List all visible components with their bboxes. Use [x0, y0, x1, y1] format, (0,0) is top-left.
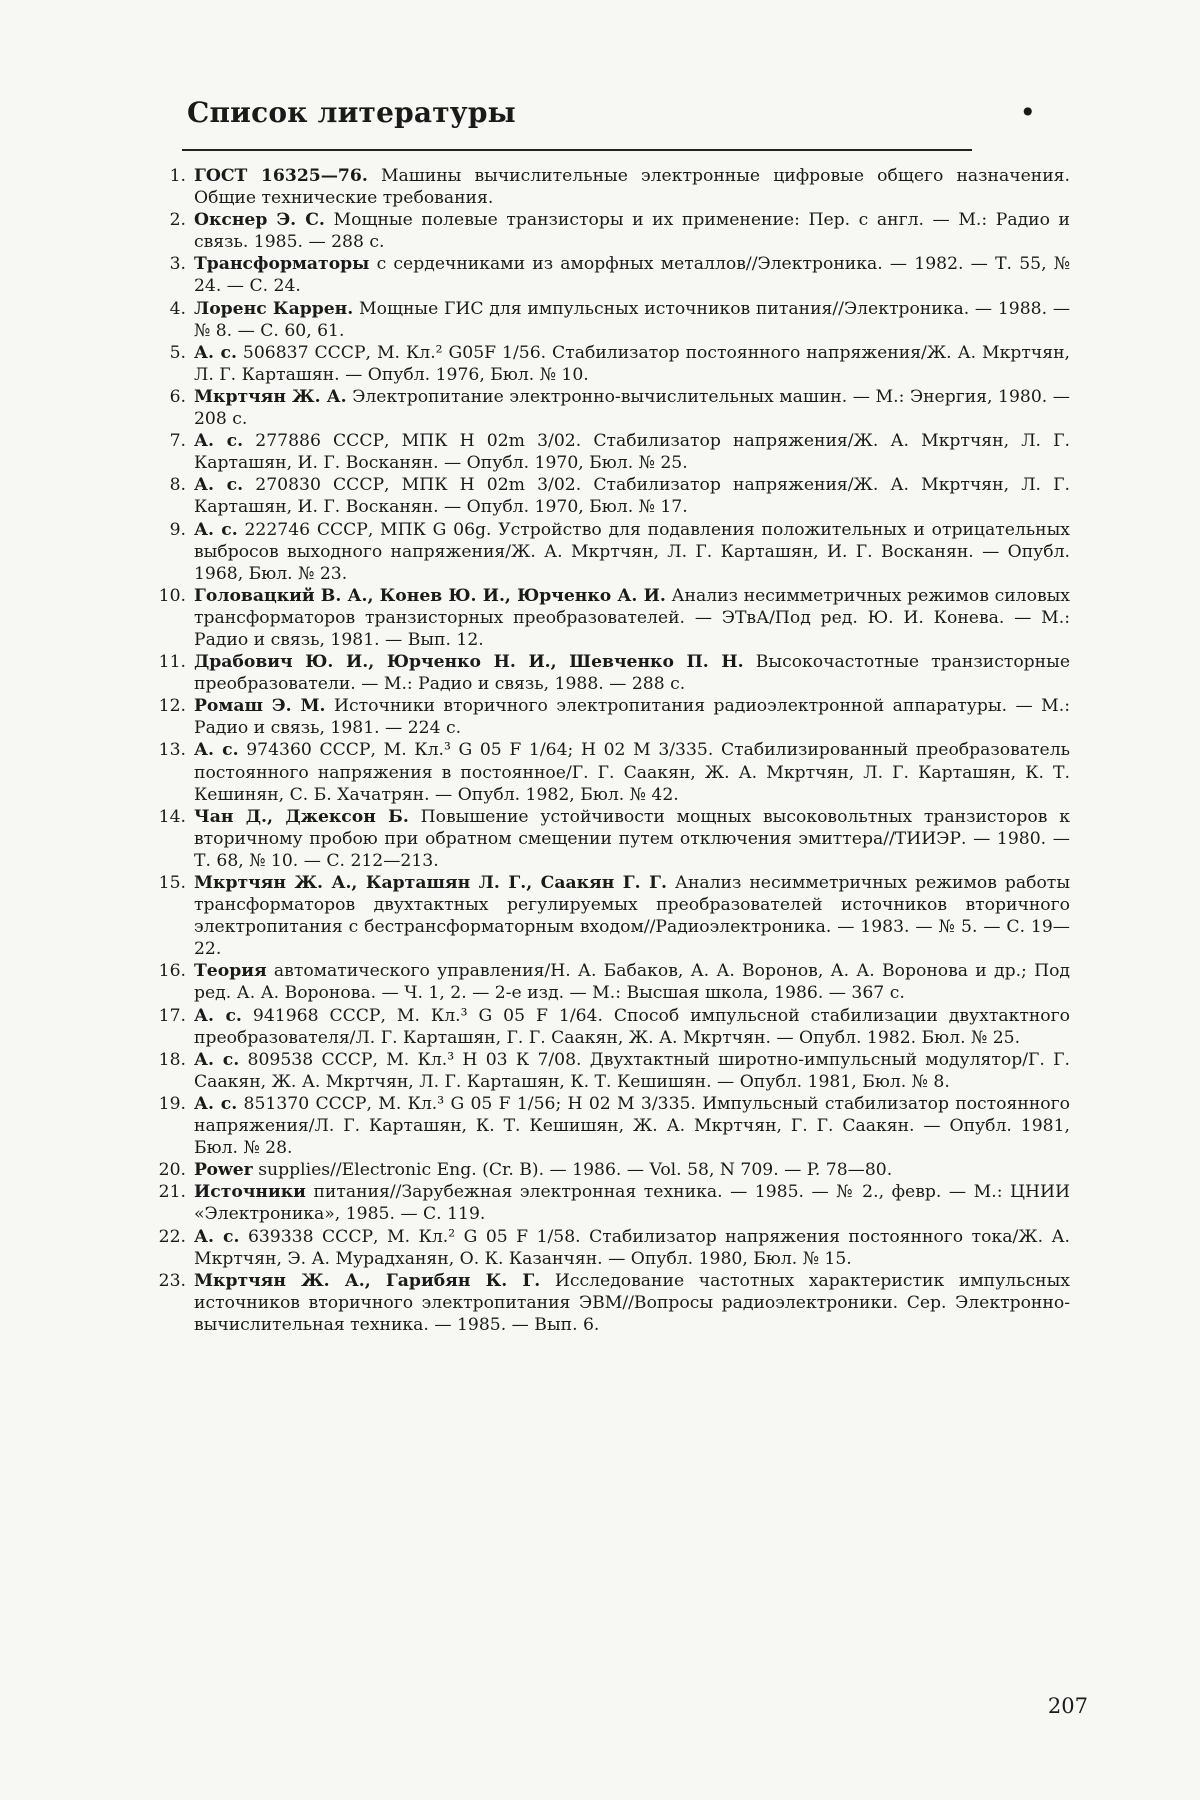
reference-text: [194, 253, 1070, 297]
reference-text: [194, 1093, 1070, 1159]
reference-body: 941968 СССР, М. Кл.³ G 05 F 1/64. Способ импульсной стабилизации двухтактного преобразователя/Л. Г. Карташян, Г. Г. Саакян, Ж. А. Мкртчян. — Опубл. 1982. Бюл. № 25.: [194, 1005, 1070, 1048]
reference-body: 506837 СССР, М. Кл.² G05F 1/56. Стабилизатор постоянного напряжения/Ж. А. Мкртчян, Л. Г. Карташян. — Опубл. 1976, Бюл. № 10.: [194, 342, 1071, 385]
reference-author: А. с.: [194, 475, 244, 496]
reference-text: [194, 1005, 1070, 1049]
reference-body: Анализ несимметричных режимов работы трансформаторов двухтактных регулируемых преобразователей источников вторичного электропитания с бестрансформаторным входом//Радиоэлектроника. — 1983. — № 5. — С. 19—22.: [194, 873, 1070, 960]
reference-body: 270830 СССР, МПК Н 02m 3/02. Стабилизатор напряжения/Ж. А. Мкртчян, Л. Г. Карташян, И. Г. Восканян. — Опубл. 1970, Бюл. № 17.: [194, 475, 1071, 518]
reference-body: Мощные ГИС для импульсных источников питания//Электроника. — 1988. — № 8. — С. 60, 61.: [194, 298, 1071, 341]
reference-author: Лоренс Каррен.: [194, 298, 354, 319]
section-title: Список литературы: [187, 96, 516, 129]
reference-author: Окснер Э. С.: [194, 210, 325, 231]
reference-text: [194, 386, 1070, 430]
reference-author: Чан Д., Джексон Б.: [194, 806, 409, 827]
reference-item: [152, 209, 1070, 253]
reference-number: 20.: [158, 1160, 186, 1181]
reference-number: 15.: [158, 873, 186, 893]
reference-body: автоматического управления/Н. А. Бабаков, А. А. Воронов, А. А. Воронова и др.; Под ред. А. А. Воронова. — Ч. 1, 2. — 2-е изд. — М.: Высшая школа, 1986. — 367 с.: [194, 961, 1070, 1004]
reference-body: с сердечниками из аморфных металлов//Электроника. — 1982. — Т. 55, № 24. — С. 24.: [194, 254, 1070, 297]
reference-number: 8.: [169, 475, 186, 496]
reference-number: 12.: [158, 696, 186, 717]
reference-text: [194, 1181, 1070, 1225]
reference-text: [194, 298, 1070, 342]
reference-number: 22.: [158, 1226, 186, 1247]
reference-text: [194, 1226, 1070, 1270]
reference-text: [194, 519, 1070, 585]
reference-item: [152, 386, 1070, 430]
reference-author: А. с.: [194, 1093, 238, 1114]
reference-item: [152, 519, 1070, 585]
reference-item: [152, 1270, 1070, 1336]
reference-number: 10.: [158, 585, 186, 606]
reference-author: Power: [194, 1160, 253, 1181]
reference-author: А. с.: [194, 740, 239, 761]
reference-author: А. с.: [194, 519, 238, 540]
reference-item: [152, 806, 1070, 872]
reference-author: А. с.: [194, 1049, 240, 1070]
reference-author: Ромаш Э. М.: [194, 696, 326, 717]
reference-number: 3.: [169, 254, 186, 275]
reference-item: [152, 739, 1070, 805]
reference-item: [152, 1049, 1070, 1093]
reference-number: 17.: [158, 1005, 186, 1026]
reference-body: Анализ несимметричных режимов силовых трансформаторов транзисторных преобразователей. — ЭТвА/Под ред. Ю. И. Конева. — М.: Радио и связь, 1981. — Вып. 12.: [194, 585, 1070, 650]
reference-item: [152, 342, 1070, 386]
reference-author: Трансформаторы: [194, 254, 370, 275]
reference-author: Мкртчян Ж. А., Гарибян К. Г.: [194, 1270, 541, 1291]
reference-text: [194, 165, 1070, 209]
reference-body: Источники вторичного электропитания радиоэлектронной аппаратуры. — М.: Радио и связь, 1981. — 224 с.: [194, 696, 1070, 739]
reference-item: [152, 1005, 1070, 1049]
reference-author: Теория: [194, 961, 267, 982]
reference-number: 4.: [169, 298, 186, 319]
reference-number: 1.: [169, 166, 186, 186]
section-header: [187, 96, 1070, 129]
reference-text: [194, 1049, 1070, 1093]
reference-list: [152, 165, 1070, 1336]
reference-body: Электропитание электронно-вычислительных машин. — М.: Энергия, 1980. — 208 с.: [194, 386, 1070, 430]
reference-author: А. с.: [194, 431, 244, 452]
reference-body: 851370 СССР, М. Кл.³ G 05 F 1/56; Н 02 М 3/335. Импульсный стабилизатор постоянного напряжения/Л. Г. Карташян, К. Т. Кешишян, Ж. А. Мкртчян, Г. Г. Саакян. — Опубл. 1981, Бюл. № 28.: [194, 1093, 1070, 1159]
reference-text: [194, 209, 1070, 253]
reference-text: [194, 430, 1070, 474]
reference-body: 974360 СССР, М. Кл.³ G 05 F 1/64; Н 02 М 3/335. Стабилизированный преобразователь постоянного напряжения в постоянное/Г. Г. Саакян, Ж. А. Мкртчян, Л. Г. Карташян, К. Т. Кешинян, С. Б. Хачатрян. — Опубл. 1982, Бюл. № 42.: [194, 740, 1070, 805]
header-mark: •: [1019, 96, 1036, 129]
reference-author: Источники: [194, 1182, 306, 1203]
reference-number: 11.: [158, 652, 186, 673]
reference-body: supplies//Electronic Eng. (Cr. B). — 1986. — Vol. 58, N 709. — P. 78—80.: [258, 1160, 893, 1181]
header-rule: [182, 149, 972, 151]
reference-text: [194, 651, 1070, 695]
reference-author: А. с.: [194, 342, 237, 363]
reference-body: Машины вычислительные электронные цифровые общего назначения. Общие технические требования.: [194, 166, 1070, 209]
page-number: 207: [1047, 1694, 1088, 1718]
reference-text: [194, 474, 1070, 518]
reference-author: А. с.: [194, 1005, 242, 1026]
reference-body: 639338 СССР, М. Кл.² G 05 F 1/58. Стабилизатор напряжения постоянного тока/Ж. А. Мкртчян, Э. А. Мурадханян, О. К. Казанчян. — Опубл. 1980, Бюл. № 15.: [194, 1226, 1070, 1269]
reference-author: Драбович Ю. И., Юрченко Н. И., Шевченко П. Н.: [194, 652, 744, 673]
reference-number: 7.: [169, 431, 186, 452]
reference-text: [194, 342, 1070, 386]
reference-item: [152, 165, 1070, 209]
reference-number: 18.: [158, 1049, 186, 1070]
reference-item: [152, 651, 1070, 695]
reference-item: [152, 474, 1070, 518]
reference-item: [152, 695, 1070, 739]
reference-item: [152, 1159, 1070, 1181]
reference-number: 16.: [158, 961, 186, 982]
reference-item: [152, 430, 1070, 474]
reference-body: 222746 СССР, МПК G 06g. Устройство для подавления положительных и отрицательных выбросов выходного напряжения/Ж. А. Мкртчян, Л. Г. Карташян, И. Г. Восканян. — Опубл. 1968, Бюл. № 23.: [194, 519, 1070, 584]
reference-body: Повышение устойчивости мощных высоковольтных транзисторов к вторичному пробою при обратном смещении путем отключения эмиттера//ТИИЭР. — 1980. — Т. 68, № 10. — С. 212—213.: [194, 806, 1070, 871]
reference-item: [152, 1093, 1070, 1159]
reference-author: Мкртчян Ж. А., Карташян Л. Г., Саакян Г. Г.: [194, 873, 667, 893]
reference-number: 14.: [158, 806, 186, 827]
reference-item: [152, 872, 1070, 960]
reference-item: [152, 585, 1070, 651]
reference-item: [152, 1226, 1070, 1270]
reference-author: ГОСТ 16325—76.: [194, 166, 368, 186]
reference-number: 2.: [169, 210, 186, 231]
reference-author: А. с.: [194, 1226, 240, 1247]
reference-number: 9.: [169, 519, 186, 540]
reference-item: [152, 960, 1070, 1004]
reference-text: [194, 585, 1070, 651]
reference-body: 277886 СССР, МПК Н 02m 3/02. Стабилизатор напряжения/Ж. А. Мкртчян, Л. Г. Карташян, И. Г. Восканян. — Опубл. 1970, Бюл. № 25.: [194, 431, 1071, 474]
reference-text: [194, 1159, 1070, 1181]
reference-text: [194, 806, 1070, 872]
reference-item: [152, 1181, 1070, 1225]
reference-body: Мощные полевые транзисторы и их применение: Пер. с англ. — М.: Радио и связь. 1985. — 288 с.: [194, 210, 1071, 253]
reference-author: Мкртчян Ж. А.: [194, 386, 347, 407]
reference-text: [194, 739, 1070, 805]
reference-number: 23.: [158, 1270, 186, 1291]
reference-text: [194, 960, 1070, 1004]
reference-number: 21.: [158, 1182, 186, 1203]
reference-item: [152, 298, 1070, 342]
reference-body: Исследование частотных характеристик импульсных источников вторичного электропитания ЭВМ//Вопросы радиоэлектроники. Сер. Электронно-вычислительная техника. — 1985. — Вып. 6.: [194, 1270, 1070, 1335]
reference-number: 19.: [158, 1093, 186, 1114]
reference-author: Головацкий В. А., Конев Ю. И., Юрченко А. И.: [194, 585, 666, 606]
reference-body: Высокочастотные транзисторные преобразователи. — М.: Радио и связь, 1988. — 288 с.: [194, 652, 1070, 695]
reference-number: 5.: [169, 342, 186, 363]
reference-item: [152, 253, 1070, 297]
reference-body: 809538 СССР, М. Кл.³ Н 03 К 7/08. Двухтактный широтно-импульсный модулятор/Г. Г. Саакян, Ж. А. Мкртчян, Л. Г. Карташян, К. Т. Кешишян. — Опубл. 1981, Бюл. № 8.: [194, 1049, 1071, 1092]
reference-body: питания//Зарубежная электронная техника. — 1985. — № 2., февр. — М.: ЦНИИ «Электроника», 1985. — С. 119.: [194, 1182, 1070, 1225]
reference-text: [194, 872, 1070, 960]
reference-text: [194, 1270, 1070, 1336]
reference-number: 6.: [169, 386, 186, 407]
reference-text: [194, 695, 1070, 739]
reference-number: 13.: [158, 740, 186, 761]
